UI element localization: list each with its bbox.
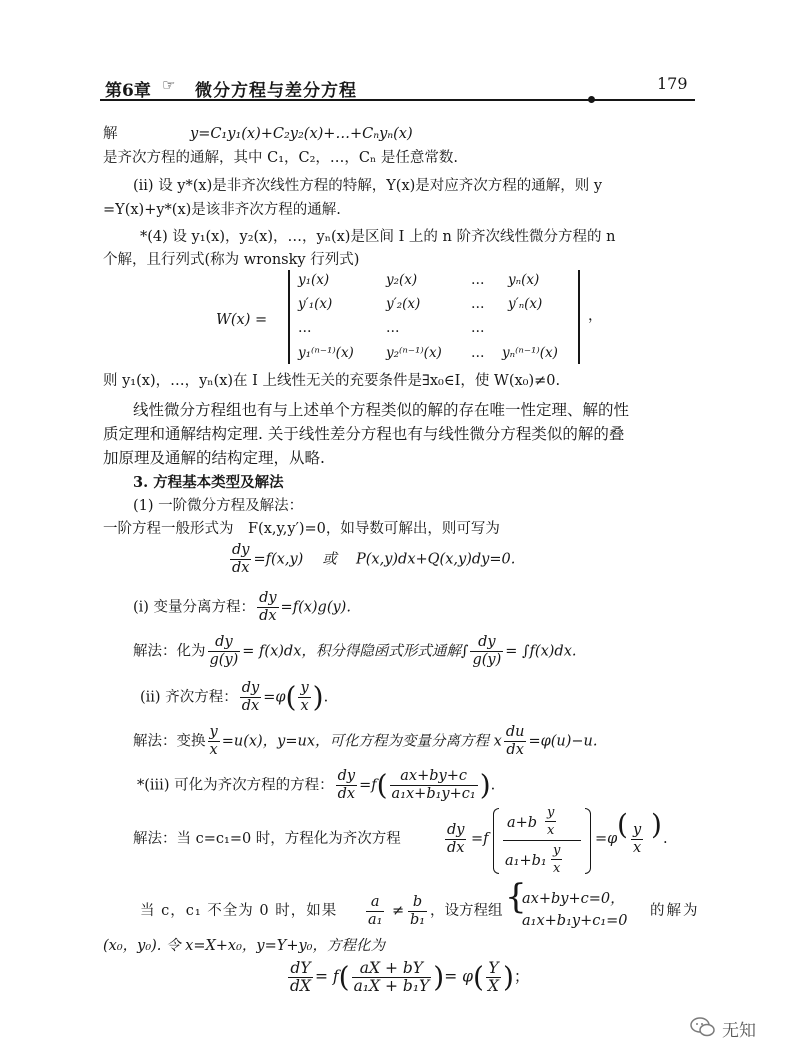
determinant-label: W(x) =	[216, 312, 268, 328]
determinant-comma: ，	[588, 308, 603, 324]
fraction-denominator: dx	[241, 698, 260, 714]
solution-text: = f(x)dx，积分得隐函式形式通解∫	[242, 643, 469, 660]
fraction-denominator: dX	[290, 977, 311, 995]
period: .	[323, 689, 329, 706]
fraction-denominator: dx	[337, 786, 356, 802]
matrix-cell: y₂⁽ⁿ⁻¹⁾(x)	[386, 345, 442, 361]
fraction-denominator: a₁+b₁	[505, 853, 547, 869]
nonzero-case	[140, 877, 710, 936]
matrix-cell: …	[471, 272, 485, 288]
equation-label: (i) 变量分离方程：	[133, 599, 256, 616]
equation-rhs: = φ	[444, 967, 473, 986]
matrix-cell: …	[386, 320, 400, 336]
fraction-numerator: du	[505, 724, 525, 740]
determinant-left-bar	[288, 270, 290, 364]
text-line: 线性微分方程组也有与上述单个方程类似的解的存在唯一性定理、解的性	[133, 401, 630, 419]
fraction-numerator: b	[408, 894, 427, 912]
fraction-denominator: X	[487, 977, 499, 995]
left-brace-icon: {	[505, 877, 527, 917]
fraction-denominator: dx	[259, 608, 277, 624]
text-line: (ii) 设 y*(x)是非齐次线性方程的特解，Y(x)是对应齐次方程的通解，则 y	[133, 178, 603, 194]
reducible-equation: *(iii) 可化为齐次方程的方程： $\frac{dy}{dx}$ =f( $\frac{ax+by+c}{\text{a₁x+b₁y+c₁}}$ ).	[137, 768, 496, 802]
period: .	[663, 831, 668, 847]
wechat-icon	[690, 1016, 716, 1038]
equation-rhs: =f	[359, 777, 377, 794]
period: .	[490, 777, 496, 794]
chapter-label: 第6章	[105, 81, 151, 101]
fraction-numerator: dy	[259, 590, 277, 606]
text-line: 是齐次方程的通解，其中 C₁，C₂，…，Cₙ 是任意常数.	[103, 150, 459, 166]
equation-rhs: =φ	[595, 831, 618, 847]
matrix-cell: …	[471, 345, 485, 361]
equation-rhs: =f(x,y) 或 P(x,y)dx+Q(x,y)dy=0.	[253, 551, 516, 568]
fraction-denominator: x	[300, 698, 309, 714]
big-fraction	[493, 806, 591, 876]
equation-general-first-order	[228, 542, 515, 577]
watermark	[690, 1012, 770, 1042]
chapter-title: 微分方程与差分方程	[195, 81, 357, 101]
fraction-numerator: dy	[232, 542, 250, 558]
wronskian-determinant	[288, 270, 583, 366]
text-fragment: 当 c，c₁ 不全为 0 时，如果	[140, 903, 338, 919]
transformed-equation: $\frac{dY}{dX}$ = f( $\frac{aX + bY}{\text{a₁X + b₁Y}}$ )= φ( $\frac{Y}{X}$ )；	[290, 959, 530, 995]
fraction-numerator: dy	[337, 768, 356, 784]
fraction-numerator: y	[209, 724, 218, 740]
system-equation: a₁x+b₁y+c₁=0	[522, 913, 628, 929]
separable-solution	[133, 634, 576, 669]
fraction-denominator: g(y)	[209, 652, 239, 668]
solution-text: 解法：化为	[133, 643, 206, 660]
fraction-denominator: x	[547, 823, 555, 838]
fraction-numerator: y	[633, 822, 642, 838]
page-number: 179	[657, 74, 688, 93]
hand-pointer-icon: ☞	[162, 76, 176, 94]
fraction-denominator: x	[553, 861, 561, 876]
fraction-denominator: b₁	[410, 912, 426, 928]
equation-rhs: = f	[314, 967, 339, 986]
matrix-cell: …	[471, 296, 485, 312]
separable-equation	[133, 590, 351, 625]
not-equal-sign: ≠	[392, 903, 405, 919]
matrix-cell: …	[298, 320, 312, 336]
equation-end: ；	[513, 967, 530, 986]
solution-text: 解法：当 c=c₁=0 时，方程化为齐次方程	[133, 831, 401, 847]
matrix-cell: …	[471, 320, 485, 336]
fraction-denominator: a₁	[368, 912, 383, 928]
equation-rhs: =f(x)g(y).	[280, 599, 351, 616]
text-line: *(4) 设 y₁(x)，y₂(x)，…，yₙ(x)是区间 I 上的 n 阶齐次线性微分方程的 n	[140, 229, 616, 245]
fraction-numerator: y	[300, 680, 309, 696]
fraction-denominator: dx	[447, 840, 465, 856]
determinant-right-bar	[578, 270, 580, 364]
solution-text: = ∫f(x)dx.	[505, 643, 577, 660]
fraction-denominator: x	[209, 742, 218, 758]
text-fragment: 的解为	[650, 903, 700, 919]
text-line: 加原理及通解的结构定理，从略.	[103, 449, 325, 467]
text-line: 则 y₁(x)，…，yₙ(x)在 I 上线性无关的充要条件是∃x₀∈I，使 W(x₀)≠0.	[103, 373, 561, 389]
fraction-denominator: g(y)	[472, 652, 502, 668]
fraction-numerator: ax+by+c	[390, 768, 478, 786]
equation-rhs: =f	[471, 831, 489, 847]
text-fragment: ，设方程组	[430, 903, 503, 919]
text-line: (x₀，y₀). 令 x=X+x₀，y=Y+y₀，方程化为	[103, 938, 385, 954]
section-heading: 3. 方程基本类型及解法	[133, 474, 284, 491]
matrix-cell: y′ₙ(x)	[508, 296, 543, 312]
fraction-numerator: dy	[470, 634, 503, 652]
fraction-denominator: a₁x+b₁y+c₁	[391, 786, 476, 802]
homogeneous-solution	[133, 724, 598, 759]
header-rule	[100, 99, 695, 101]
fraction-numerator: a+b	[507, 815, 538, 831]
fraction-numerator: dY	[288, 960, 313, 978]
fraction-numerator: aX + bY	[352, 960, 432, 978]
matrix-cell: yₙ(x)	[508, 272, 540, 288]
general-solution-formula: y=C₁y₁(x)+C₂y₂(x)+…+Cₙyₙ(x)	[190, 126, 413, 142]
equation-label: (ii) 齐次方程：	[140, 689, 238, 706]
matrix-cell: y₁⁽ⁿ⁻¹⁾(x)	[298, 345, 354, 361]
header-dot	[588, 96, 595, 103]
system-equation: ax+by+c=0，	[522, 891, 625, 907]
fraction-numerator: Y	[486, 960, 501, 978]
text-line: (1) 一阶微分方程及解法：	[133, 498, 304, 514]
watermark-text: 无知	[722, 1021, 756, 1041]
solution-text: =φ(u)−u.	[528, 733, 598, 750]
text-line: 质定理和通解结构定理. 关于线性差分方程也有与线性微分方程类似的解的叠	[103, 425, 625, 443]
text-line: 个解，且行列式(称为 wronsky 行列式)	[103, 252, 360, 268]
fraction-denominator: dx	[506, 742, 524, 758]
text-line: 一阶方程一般形式为 F(x,y,y′)=0，如导数可解出，则可写为	[103, 521, 500, 537]
matrix-cell: y₂(x)	[386, 272, 418, 288]
matrix-cell: y₁(x)	[298, 272, 330, 288]
page-header	[100, 72, 700, 102]
text-line: =Y(x)+y*(x)是该非齐次方程的通解.	[103, 202, 341, 218]
solution-label: 解	[103, 126, 118, 142]
solution-text: 解法：变换	[133, 733, 206, 750]
equation-rhs: =φ	[263, 689, 286, 706]
fraction-numerator: a	[366, 894, 384, 912]
fraction-numerator: dy	[208, 634, 241, 652]
fraction-numerator: y	[547, 805, 555, 820]
equation-label: *(iii) 可化为齐次方程的方程：	[137, 777, 334, 794]
fraction-numerator: dy	[447, 822, 465, 838]
matrix-cell: y′₁(x)	[298, 296, 333, 312]
fraction-numerator: y	[553, 843, 561, 858]
matrix-cell: y′₂(x)	[386, 296, 421, 312]
matrix-cell: yₙ⁽ⁿ⁻¹⁾(x)	[502, 345, 558, 361]
solution-text: =u(x)，y=ux，可化方程为变量分离方程 x	[221, 733, 502, 750]
fraction-numerator: dy	[241, 680, 260, 696]
homogeneous-equation: (ii) 齐次方程： $\frac{dy}{dx}$ =φ( $\frac{y}{x}$ ).	[140, 680, 329, 714]
fraction-denominator: x	[633, 840, 642, 856]
fraction-denominator: dx	[232, 560, 250, 576]
fraction-denominator: a₁X + b₁Y	[353, 977, 430, 995]
